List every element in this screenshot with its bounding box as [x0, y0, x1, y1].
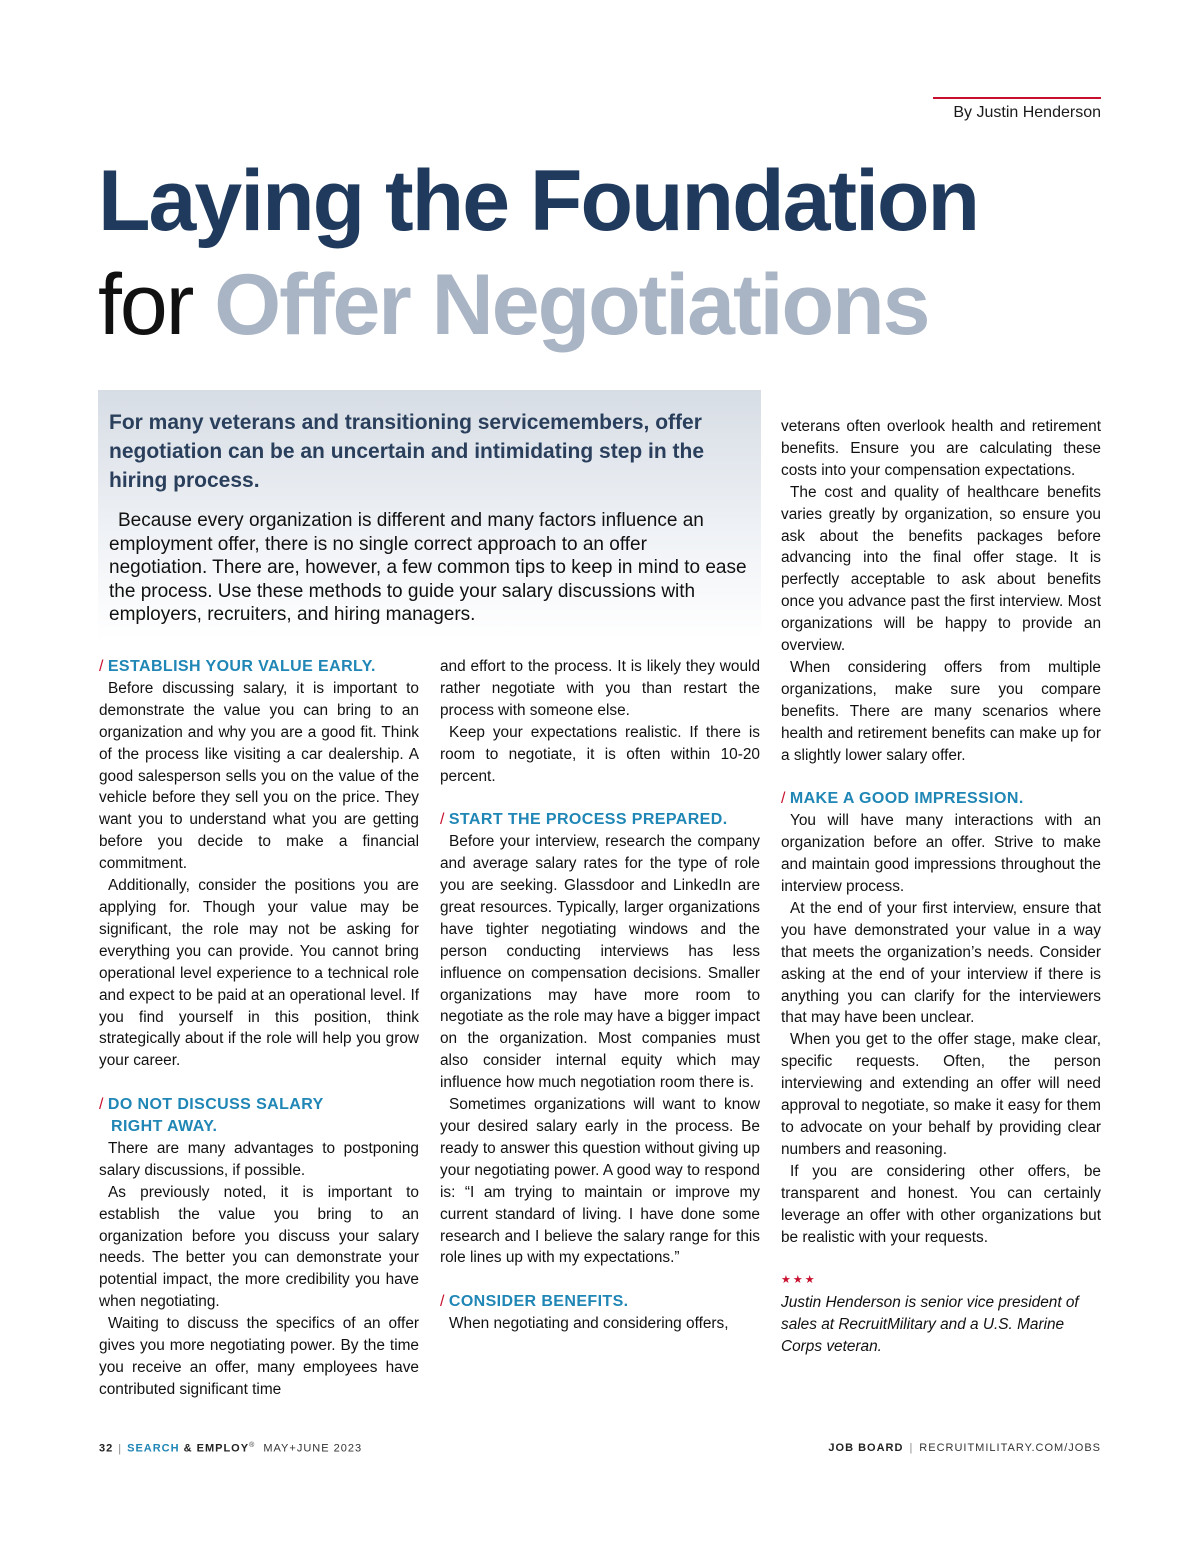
heading-establish-value: / ESTABLISH YOUR VALUE EARLY.	[99, 658, 376, 675]
heading-start-prepared: / START THE PROCESS PREPARED.	[440, 811, 728, 829]
title-for: for	[98, 257, 193, 353]
paragraph: When you get to the offer stage, make clear, specific requests. Often, the person interviewing and extending an offer will need approval to negotiate, so make it easy for them to advocate on your behalf by providing clear numbers and reasoning.	[781, 1031, 1101, 1158]
byline-rule	[933, 97, 1101, 99]
paragraph: Additionally, consider the positions you are applying for. Though your value may be significant, the role may not be asking for everything you can provide. You cannot bring operational level experience to a technical role and expect to be paid at an operational level. If you find yourself in this position, think strategically about if the role will help you grow your career.	[99, 877, 419, 1070]
magazine-name-search: SEARCH	[127, 1442, 180, 1455]
article-title-line2	[98, 257, 929, 353]
heading-consider-benefits: / CONSIDER BENEFITS.	[440, 1293, 629, 1311]
intro-box	[98, 390, 761, 640]
section-name: JOB BOARD	[828, 1442, 904, 1454]
heading-slash: /	[440, 1293, 445, 1311]
page-number: 32	[99, 1442, 114, 1455]
paragraph: and effort to the process. It is likely they would rather negotiate with you than restart the process with someone else.	[440, 658, 760, 719]
column-3	[781, 416, 1101, 1358]
footer-url[interactable]: RECRUITMILITARY.COM/JOBS	[919, 1442, 1101, 1454]
title-offer-negotiations: Offer Negotiations	[214, 257, 929, 353]
article-title-line1: Laying the Foundation	[98, 153, 979, 249]
intro-body: Because every organization is different and many factors influence an employment offer, there is no single correct approach to an offer negotiation. There are, however, a few common tips to keep in mind to ease the process. Use these methods to guide your salary discussions with employers, recruiters, and hiring managers.	[109, 510, 747, 625]
paragraph: When negotiating and considering offers,	[449, 1315, 729, 1333]
heading-good-impression: / MAKE A GOOD IMPRESSION.	[781, 790, 1024, 808]
intro-lead: For many veterans and transitioning servicemembers, offer negotiation can be an uncertain and intimidating step in the hiring process.	[109, 411, 705, 492]
footer-left: 32 | SEARCH & EMPLOY® MAY+JUNE 2023	[99, 1442, 363, 1455]
paragraph: If you are considering other offers, be transparent and honest. You can certainly leverage an offer with other organizations but be realistic with your requests.	[781, 1162, 1101, 1246]
paragraph: When considering offers from multiple organizations, make sure you compare benefits. There are many scenarios where health and retirement benefits can make up for a slightly lower salary offer.	[781, 658, 1101, 764]
author-bio: Justin Henderson is senior vice president of sales at RecruitMilitary and a U.S. Marine Corps veteran.	[781, 1294, 1079, 1356]
heading-do-not-discuss-salary: / DO NOT DISCUSS SALARY RIGHT AWAY.	[99, 1096, 324, 1136]
magazine-name-employ: & EMPLOY	[183, 1442, 250, 1455]
column-2	[440, 656, 760, 1335]
paragraph: Sometimes organizations will want to know your desired salary early in the process. Be ready to answer this question without giving up your negotiating power. A good way to respond is: “I am trying to maintain or improve my current standard of living. I have done some research and I believe the salary range for this role lines up with my expectations.”	[440, 1096, 760, 1267]
issue-date: MAY+JUNE 2023	[263, 1442, 363, 1455]
paragraph: At the end of your first interview, ensure that you have demonstrated your value in a way that meets the organization’s needs. Consider asking at the end of your interview if there is anything you can clarify for the interviewers that may have been unclear.	[781, 899, 1101, 1027]
heading-slash: /	[440, 811, 445, 829]
heading-slash: /	[781, 790, 786, 808]
stars-icon: ★★★	[781, 1274, 817, 1287]
paragraph: You will have many interactions with an organization before an offer. Strive to make and maintain good impressions throughout the interview process.	[781, 812, 1101, 896]
paragraph: As previously noted, it is important to establish the value you bring to an organization before you discuss your salary needs. The better you can demonstrate your potential impact, the more credibility you have when negotiating.	[99, 1183, 419, 1311]
footer-right: JOB BOARD | RECRUITMILITARY.COM/JOBS	[828, 1442, 1101, 1454]
paragraph: Keep your expectations realistic. If there is room to negotiate, it is often within 10-20 percent.	[440, 723, 760, 785]
heading-slash: /	[99, 658, 104, 675]
registered-mark: ®	[249, 1442, 256, 1449]
paragraph: Before your interview, research the company and average salary rates for the type of role you are seeking. Glassdoor and LinkedIn are great resources. Typically, larger organizations have tighter negotiating windows and the person conducting interviews has less influence on compensation decisions. Smaller organizations may have more room to negotiate as the role may have a bigger impact on the organization. Most companies must also consider internal equity which may influence how much negotiation room there is.	[440, 833, 760, 1092]
column-1	[99, 656, 419, 1401]
paragraph: There are many advantages to postponing salary discussions, if possible.	[99, 1139, 419, 1179]
byline: By Justin Henderson	[953, 104, 1101, 121]
heading-slash: /	[99, 1096, 104, 1114]
paragraph: veterans often overlook health and retirement benefits. Ensure you are calculating these costs into your compensation expectations.	[781, 418, 1101, 479]
paragraph: The cost and quality of healthcare benefits varies greatly by organization, so ensure you ask about the benefits packages before advancing into the final offer stage. It is perfectly acceptable to ask about benefits once you advance past the first interview. Most organizations will be happy to provide an overview.	[781, 483, 1101, 655]
paragraph: Waiting to discuss the specifics of an offer gives you more negotiating power. By the time you receive an offer, many employees have contributed significant time	[99, 1315, 419, 1398]
paragraph: Before discussing salary, it is important to demonstrate the value you can bring to an organization and why you are a good fit. Think of the process like visiting a car dealership. A good salesperson sells you on the value of the vehicle before they sell you on the price. They want you to understand what you are getting before you decide to make a financial commitment.	[99, 679, 419, 873]
